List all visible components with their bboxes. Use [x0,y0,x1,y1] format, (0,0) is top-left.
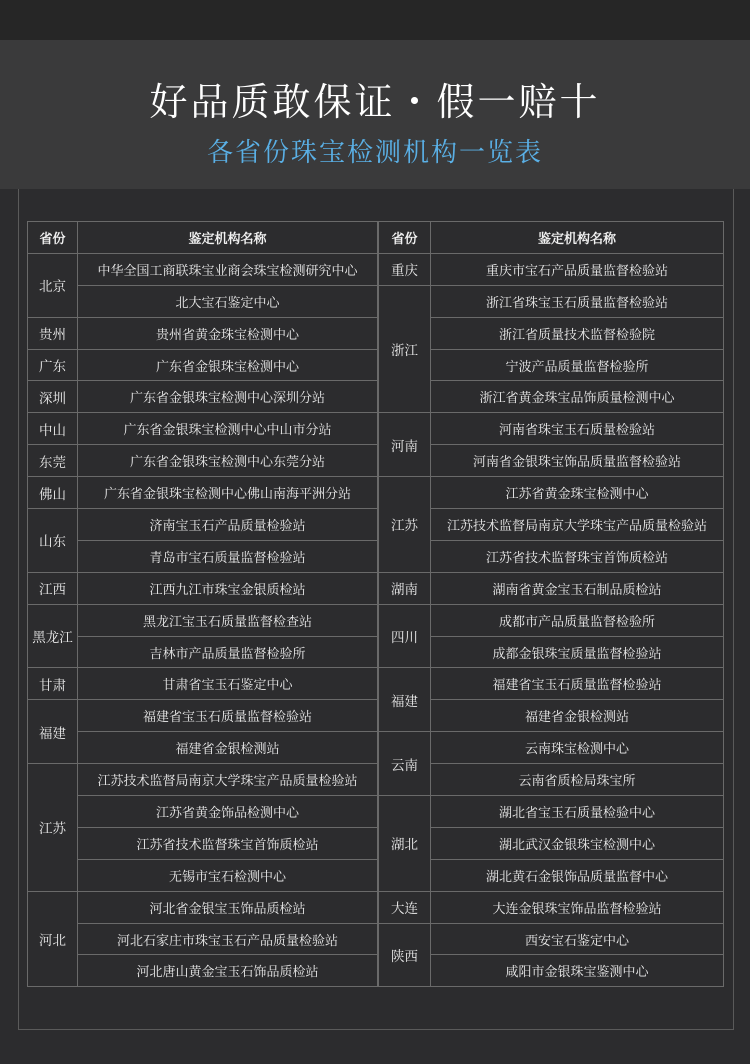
institution-cell: 浙江省黄金珠宝品饰质量检测中心 [431,381,724,413]
province-cell: 江苏 [28,764,78,892]
province-cell: 贵州 [28,317,78,349]
province-cell: 陕西 [379,923,431,987]
institution-cell: 大连金银珠宝饰品监督检验站 [431,891,724,923]
institution-cell: 江苏省黄金饰品检测中心 [78,796,378,828]
table-row [379,764,724,796]
table-row [28,891,378,923]
province-cell: 河北 [28,891,78,987]
province-cell: 福建 [28,700,78,764]
institution-cell: 湖南省黄金宝玉石制品质检站 [431,572,724,604]
table-row [379,732,724,764]
table-row [379,604,724,636]
top-strip [0,0,750,40]
table-row [379,285,724,317]
institution-cell: 西安宝石鉴定中心 [431,923,724,955]
table-row [28,764,378,796]
province-cell: 江西 [28,572,78,604]
table-row [28,477,378,509]
page-header [0,40,750,189]
institution-cell: 浙江省质量技术监督检验院 [431,317,724,349]
institution-cell: 江苏省黄金珠宝检测中心 [431,477,724,509]
institution-cell: 浙江省珠宝玉石质量监督检验站 [431,285,724,317]
table-row [28,445,378,477]
table-row [379,540,724,572]
institution-cell: 中华全国工商联珠宝业商会珠宝检测研究中心 [78,253,378,285]
institution-table-left [27,221,378,987]
institution-cell: 河南省珠宝玉石质量检验站 [431,413,724,445]
institution-cell: 福建省宝玉石质量监督检验站 [78,700,378,732]
table-row [28,381,378,413]
province-cell: 四川 [379,604,431,668]
page-subtitle: 各省份珠宝检测机构一览表 [206,138,543,168]
table-row [28,732,378,764]
institution-cell: 青岛市宝石质量监督检验站 [78,540,378,572]
institution-cell: 云南珠宝检测中心 [431,732,724,764]
institution-table-right [378,221,724,987]
institution-cell: 广东省金银珠宝检测中心佛山南海平洲分站 [78,477,378,509]
institution-cell: 吉林市产品质量监督检验所 [78,636,378,668]
institution-cell: 广东省金银珠宝检测中心深圳分站 [78,381,378,413]
province-cell: 山东 [28,509,78,573]
table-row [28,636,378,668]
institution-cell: 福建省金银检测站 [431,700,724,732]
institution-cell: 甘肃省宝玉石鉴定中心 [78,668,378,700]
page-title: 好品质敢保证・假一赔十 [149,80,601,124]
table-row [379,955,724,987]
province-cell: 河南 [379,413,431,477]
institution-cell: 云南省质检局珠宝所 [431,764,724,796]
institution-cell: 广东省金银珠宝检测中心东莞分站 [78,445,378,477]
province-cell: 甘肃 [28,668,78,700]
institution-cell: 江苏省技术监督珠宝首饰质检站 [431,540,724,572]
header-province: 省份 [379,222,431,254]
table-row [379,572,724,604]
province-cell: 江苏 [379,477,431,573]
institution-cell: 江西九江市珠宝金银质检站 [78,572,378,604]
province-cell: 湖南 [379,572,431,604]
table-row [379,636,724,668]
institution-cell: 河北石家庄市珠宝玉石产品质量检验站 [78,923,378,955]
province-cell: 佛山 [28,477,78,509]
table-row [28,413,378,445]
institution-cell: 成都金银珠宝质量监督检验站 [431,636,724,668]
institution-cell: 河南省金银珠宝饰品质量监督检验站 [431,445,724,477]
institution-cell: 江苏技术监督局南京大学珠宝产品质量检验站 [78,764,378,796]
table-row [28,827,378,859]
institution-cell: 广东省金银珠宝检测中心 [78,349,378,381]
institution-cell: 成都市产品质量监督检验所 [431,604,724,636]
table-row [379,381,724,413]
table-row [28,317,378,349]
table-row [379,891,724,923]
table-row [28,253,378,285]
table-row [379,477,724,509]
table-row [379,700,724,732]
table-row [379,509,724,541]
table-row [379,445,724,477]
table-row [28,572,378,604]
table-row [379,413,724,445]
institution-cell: 无锡市宝石检测中心 [78,859,378,891]
province-cell: 湖北 [379,796,431,892]
institution-cell: 贵州省黄金珠宝检测中心 [78,317,378,349]
institution-cell: 湖北黄石金银饰品质量监督中心 [431,859,724,891]
table-row [28,923,378,955]
institution-cell: 河北省金银宝玉饰品质检站 [78,891,378,923]
province-cell: 深圳 [28,381,78,413]
table-row [28,509,378,541]
table-row [379,827,724,859]
table-row [379,253,724,285]
province-cell: 浙江 [379,285,431,413]
table-row [28,668,378,700]
institution-cell: 重庆市宝石产品质量监督检验站 [431,253,724,285]
province-cell: 黑龙江 [28,604,78,668]
table-header-row [379,222,724,254]
province-cell: 大连 [379,891,431,923]
institution-cell: 湖北省宝玉石质量检验中心 [431,796,724,828]
table-header-row [28,222,378,254]
province-cell: 广东 [28,349,78,381]
header-institution: 鉴定机构名称 [431,222,724,254]
table-row [28,955,378,987]
table-row [28,700,378,732]
table-row [379,349,724,381]
institution-cell: 宁波产品质量监督检验所 [431,349,724,381]
table-row [379,317,724,349]
table-row [28,540,378,572]
institution-cell: 济南宝玉石产品质量检验站 [78,509,378,541]
table-row [379,668,724,700]
institution-cell: 北大宝石鉴定中心 [78,285,378,317]
table-row [28,604,378,636]
header-institution: 鉴定机构名称 [78,222,378,254]
table-row [28,796,378,828]
institution-cell: 江苏省技术监督珠宝首饰质检站 [78,827,378,859]
province-cell: 中山 [28,413,78,445]
province-cell: 云南 [379,732,431,796]
institution-cell: 福建省金银检测站 [78,732,378,764]
institution-cell: 广东省金银珠宝检测中心中山市分站 [78,413,378,445]
institution-cell: 黑龙江宝玉石质量监督检查站 [78,604,378,636]
institution-cell: 咸阳市金银珠宝鉴测中心 [431,955,724,987]
province-cell: 东莞 [28,445,78,477]
province-cell: 福建 [379,668,431,732]
institution-cell: 湖北武汉金银珠宝检测中心 [431,827,724,859]
table-row [379,859,724,891]
institution-cell: 福建省宝玉石质量监督检验站 [431,668,724,700]
institution-cell: 江苏技术监督局南京大学珠宝产品质量检验站 [431,509,724,541]
institution-cell: 河北唐山黄金宝玉石饰品质检站 [78,955,378,987]
province-cell: 重庆 [379,253,431,285]
table-row [28,349,378,381]
table-row [379,796,724,828]
table-row [28,859,378,891]
header-province: 省份 [28,222,78,254]
table-row [28,285,378,317]
province-cell: 北京 [28,253,78,317]
table-row [379,923,724,955]
